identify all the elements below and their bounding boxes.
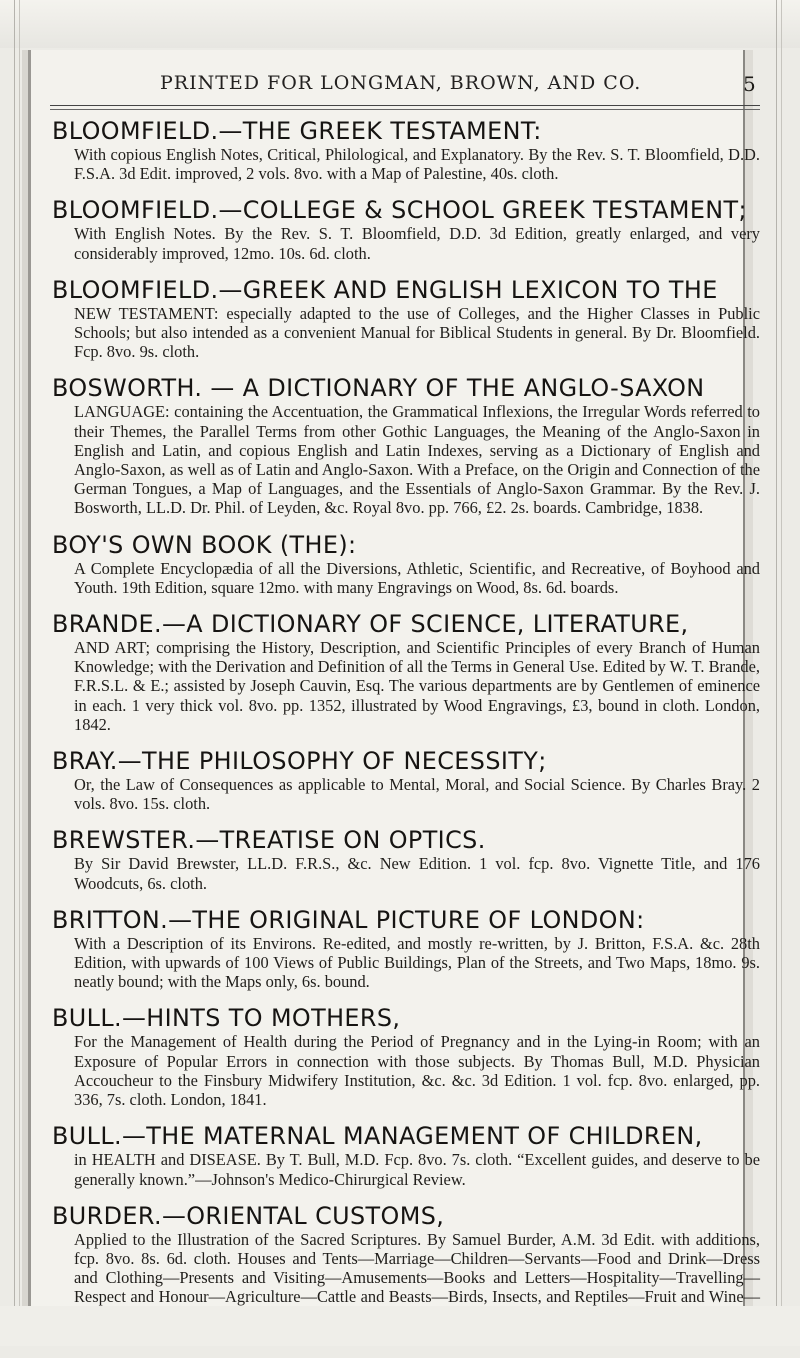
entry-body: in HEALTH and DISEASE. By T. Bull, M.D. Fcp. 8vo. 7s. cloth. “Excellent guides, and deserve to be generally known.”—Johnson's Medico-Chirurgical Review. bbox=[74, 1150, 760, 1189]
entry-title: BRANDE.—A DICTIONARY OF SCIENCE, LITERATURE, bbox=[52, 610, 689, 639]
entry-body: With English Notes. By the Rev. S. T. Bloomfield, D.D. 3d Edition, greatly enlarged, and very considerably improved, 12mo. 10s. 6d. cloth. bbox=[74, 224, 760, 263]
entry-body: LANGUAGE: containing the Accentuation, the Grammatical Inflexions, the Irregular Words referred to their Themes, the Parallel Terms from other Gothic Languages, the Meaning of the Anglo-Saxon in English and Latin, and copious English and Latin Indexes, serving as a Dictionary of English and Anglo-Saxon, as well as of Latin and Anglo-Saxon. With a Preface, on the Origin and Connection of the German Tongues, a Map of Languages, and the Essentials of Anglo-Saxon Grammar. By the Rev. J. Bosworth, LL.D. Dr. Phil. of Leyden, &c. Royal 8vo. pp. 766, £2. 2s. boards. Cambridge, 1838. bbox=[74, 402, 760, 518]
right-page-edge bbox=[776, 0, 782, 1346]
catalogue-entry bbox=[52, 747, 760, 813]
page-number: 5 bbox=[743, 72, 756, 96]
entry-body: Applied to the Illustration of the Sacred Scriptures. By Samuel Burder, A.M. 3d Edit. with additions, fcp. 8vo. 8s. 6d. cloth. Houses and Tents—Marriage—Children—Servants—Food and Drink—Dress and Clothing—Presents and Visiting—Amusements—Books and Letters—Hospitality—Travelling—Respect and Honour—Agriculture—Cattle and Beasts—Birds, Insects, and Reptiles—Fruit and Wine— bbox=[74, 1229, 760, 1307]
entry-title: BRAY.—THE PHILOSOPHY OF NECESSITY; bbox=[52, 747, 547, 776]
running-head: PRINTED FOR LONGMAN, BROWN, AND CO. bbox=[160, 72, 642, 94]
left-page-edge bbox=[14, 0, 20, 1346]
entry-title: BRITTON.—THE ORIGINAL PICTURE OF LONDON: bbox=[52, 905, 645, 934]
catalogue-entry bbox=[52, 374, 760, 517]
entry-body: NEW TESTAMENT: especially adapted to the use of Colleges, and the Higher Classes in Public Schools; but also intended as a convenient Manual for Biblical Students in general. By Dr. Bloomfield. Fcp. 8vo. 9s. cloth. bbox=[74, 303, 760, 362]
entry-body: For the Management of Health during the Period of Pregnancy and in the Lying-in Room; with an Exposure of Popular Errors in connection with those subjects. By Thomas Bull, M.D. Physician Accoucheur to the Finsbury Midwifery Institution, &c. &c. 3d Edition. 1 vol. fcp. 8vo. enlarged, pp. 336, 7s. cloth. London, 1841. bbox=[74, 1032, 760, 1110]
catalogue-entry bbox=[52, 1004, 760, 1109]
entry-title: BREWSTER.—TREATISE ON OPTICS. bbox=[52, 826, 486, 855]
entry-title: BLOOMFIELD.—GREEK AND ENGLISH LEXICON TO THE bbox=[52, 275, 718, 304]
scan-top-margin bbox=[0, 0, 800, 48]
entry-title: BLOOMFIELD.—THE GREEK TESTAMENT: bbox=[52, 117, 542, 145]
catalogue-entry bbox=[52, 117, 760, 183]
catalogue-entry bbox=[52, 276, 760, 362]
entry-title: BOSWORTH. — A DICTIONARY OF THE ANGLO-SAXON bbox=[52, 374, 705, 403]
entry-body: With copious English Notes, Critical, Philological, and Explanatory. By the Rev. S. T. Bloomfield, D.D. F.S.A. 3d Edit. improved, 2 vols. 8vo. with a Map of Palestine, 40s. cloth. bbox=[74, 145, 760, 184]
catalogue-entries bbox=[52, 117, 760, 1358]
entry-title: BURDER.—ORIENTAL CUSTOMS, bbox=[52, 1201, 445, 1230]
entry-title: BULL.—HINTS TO MOTHERS, bbox=[52, 1004, 401, 1033]
entry-body: By Sir David Brewster, LL.D. F.R.S., &c. New Edition. 1 vol. fcp. 8vo. Vignette Title, and 176 Woodcuts, 6s. cloth. bbox=[74, 854, 760, 893]
catalogue-entry bbox=[52, 1122, 760, 1188]
header-rule bbox=[50, 105, 760, 110]
entry-body: AND ART; comprising the History, Description, and Scientific Principles of every Branch of Human Knowledge; with the Derivation and Definition of all the Terms in General Use. Edited by W. T. Brande, F.R.S.L. & E.; assisted by Joseph Cauvin, Esq. The various departments are by Gentlemen of eminence in each. 1 very thick vol. 8vo. pp. 1352, illustrated by Wood Engravings, £3, bound in cloth. London, 1842. bbox=[74, 638, 760, 734]
entry-title: BLOOMFIELD.—COLLEGE & SCHOOL GREEK TESTAMENT; bbox=[52, 196, 747, 225]
catalogue-entry bbox=[52, 196, 760, 262]
entry-body: With a Description of its Environs. Re-edited, and mostly re-written, by J. Britton, F.S.A. &c. 28th Edition, with upwards of 100 Views of Public Buildings, Plan of the Streets, and Two Maps, 18mo. 9s. neatly bound; with the Maps only, 6s. bound. bbox=[74, 933, 760, 992]
catalogue-entry bbox=[52, 531, 760, 597]
catalogue-entry bbox=[52, 906, 760, 992]
entry-body: Or, the Law of Consequences as applicable to Mental, Moral, and Social Science. By Charles Bray. 2 vols. 8vo. 15s. cloth. bbox=[74, 775, 760, 814]
catalogue-entry bbox=[52, 826, 760, 892]
entry-title: BULL.—THE MATERNAL MANAGEMENT OF CHILDREN, bbox=[52, 1122, 703, 1151]
catalogue-entry bbox=[52, 610, 760, 734]
scan-bottom-margin bbox=[0, 1306, 800, 1346]
entry-body: A Complete Encyclopædia of all the Diversions, Athletic, Scientific, and Recreative, of Boyhood and Youth. 19th Edition, square 12mo. with many Engravings on Wood, 8s. 6d. boards. bbox=[74, 558, 760, 597]
entry-title: BOY'S OWN BOOK (THE): bbox=[52, 530, 357, 559]
